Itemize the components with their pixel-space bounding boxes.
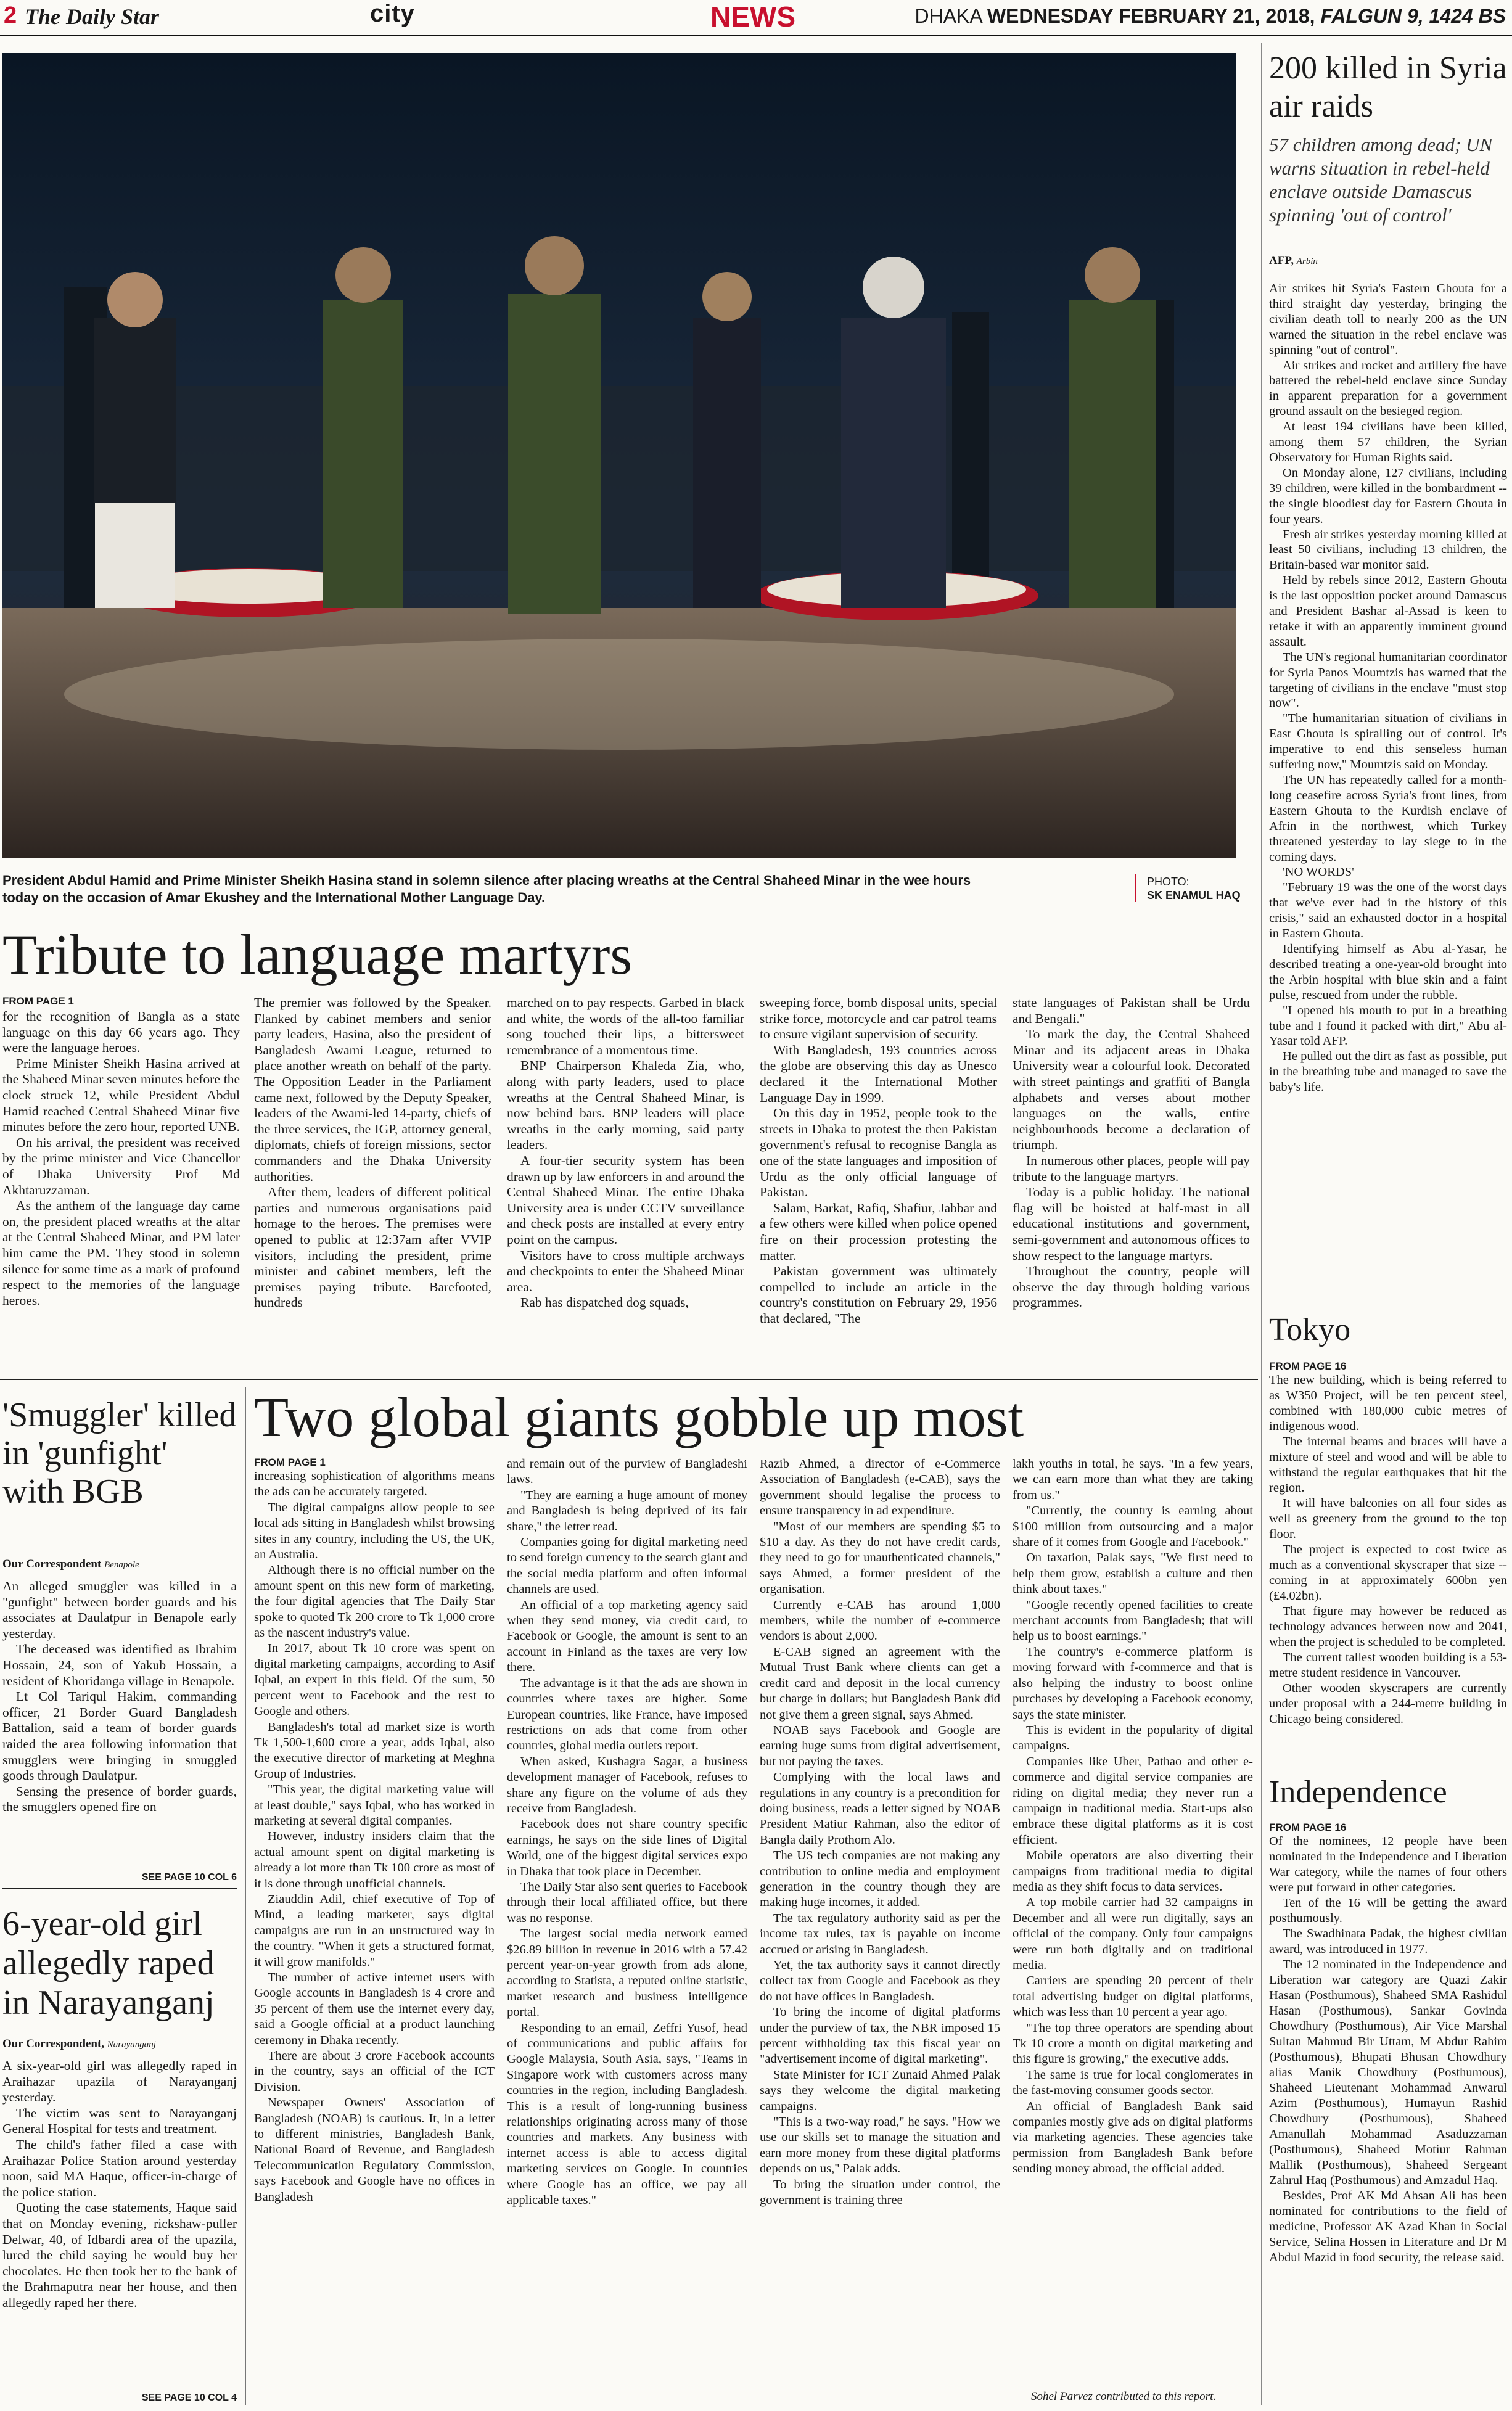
paragraph: "The humanitarian situation of civilians in East Ghouta is spiralling out of control. It's imperative to end this senseless human suffering now," Moumtzis said on Monday. (1269, 712, 1507, 772)
paragraph: The UN's regional humanitarian coordinator for Syria Panos Moumtzis has warned that the targeting of civilians in the enclave "must stop now". (1269, 650, 1507, 710)
smuggler-byline-place: Benapole (104, 1560, 139, 1570)
paragraph: An official of a top marketing agency said when they send money, via credit card, to Facebook or Google, the amount is sent to an account in Finland as the taxes are very low there. (507, 1598, 747, 1675)
girl-body (2, 2058, 237, 2311)
right-column-rule (1261, 43, 1262, 2405)
paragraph: Complying with the local laws and regulations in any country is a precondition for doing business, reads a letter signed by NOAB President Matiur Rahman, also the editor of Bangla daily Prothom Alo. (760, 1770, 1000, 1847)
paragraph: sweeping force, bomb disposal units, special strike force, motorcycle and car patrol teams to ensure vigilant supervision of security. (760, 995, 997, 1042)
paragraph: A four-tier security system has been drawn up by law enforcers in and around the Central Shaheed Minar. The entire Dhaka University area is under CCTV surveillance and check posts are installed at every entry point on the campus. (507, 1152, 744, 1247)
independence-from-page: FROM PAGE 16 (1269, 1822, 1347, 1833)
tribute-col-5 (1013, 995, 1250, 1311)
giants-col-4 (1013, 1456, 1253, 2177)
paragraph: increasing sophistication of algorithms means the ads can be accurately targeted. (254, 1469, 495, 1499)
paragraph: The country's e-commerce platform is moving forward with f-commerce and that is also helping the industry to boost online purchases by developing a Facebook economy, says the state minister. (1013, 1645, 1253, 1722)
photo-credit-label: PHOTO: (1147, 876, 1189, 888)
paragraph: To bring the income of digital platforms under the purview of tax, the NBR imposed 15 percent withholding tax this fiscal year on "advertisement income of digital marketing". (760, 2005, 1000, 2066)
paragraph: E-CAB signed an agreement with the Mutual Trust Bank where clients can get a credit card and deposit in the local currency but charge in dollars; but Bangladesh Bank did not give them a green signal, says Ahmed. (760, 1645, 1000, 1722)
paragraph: The deceased was identified as Ibrahim Hossain, 24, son of Yakub Hossain, a resident of Khoridanga village in Benapole. (2, 1641, 237, 1688)
girl-byline (2, 2037, 156, 2051)
paragraph: Ziauddin Adil, chief executive of Top of Mind, a leading marketer, says digital campaigns are run in an unstructured way in the country. "When it gets a structured format, it will grow manifolds." (254, 1892, 495, 1969)
paragraph: On taxation, Palak says, "We first need to help them grow, establish a culture and then think about taxes." (1013, 1551, 1253, 1596)
paragraph: There are about 3 crore Facebook accounts in the country, says an official of the ICT Division. (254, 2049, 495, 2094)
paragraph: BNP Chairperson Khaleda Zia, who, along with party leaders, used to place wreaths at the Central Shaheed Minar, is now behind bars. BNP leaders will place wreaths in the early morning, said party leaders. (507, 1058, 744, 1152)
paragraph: "Most of our members are spending $5 to $10 a day. As they do not have credit cards, they need to go for unauthenticated channels," says Ahmed, a former president of the organisation. (760, 1519, 1000, 1596)
paragraph: The US tech companies are not making any contribution to online media and employment generation in the country though they are making huge incomes, it added. (760, 1849, 1000, 1910)
paragraph: The current tallest wooden building is a 53-metre student residence in Vancouver. (1269, 1651, 1507, 1680)
paragraph: An alleged smuggler was killed in a "gunfight" between border guards and his associates at Daulatpur in Benapole early yesterday. (2, 1579, 237, 1641)
paragraph: The tax regulatory authority said as per the income tax rules, tax is payable on income accrued or arising in Bangladesh. (760, 1911, 1000, 1957)
paragraph: A six-year-old girl was allegedly raped in Araihazar upazila of Narayanganj yesterday. (2, 2058, 237, 2105)
paragraph: The number of active internet users with Google accounts in Bangladesh is 4 crore and 35 percent of them use the internet every day, said a Google official at a product launching ceremony in Dhaka recently. (254, 1971, 495, 2047)
independence-body (1269, 1834, 1507, 2265)
paragraph: Yet, the tax authority says it cannot directly collect tax from Google and Facebook as they do not have offices in Bangladesh. (760, 1958, 1000, 2003)
paragraph: "The top three operators are spending about Tk 10 crore a month on digital marketing and this figure is growing," the executive adds. (1013, 2021, 1253, 2066)
paragraph: Companies like Uber, Pathao and other e-commerce and digital service companies are riding on digital media; they never run a campaign in traditional media. Start-ups also embrace these digital platforms as it is cost efficient. (1013, 1754, 1253, 1847)
paragraph: "This year, the digital marketing value will at least double," says Iqbal, who has worked in marketing at several digital companies. (254, 1783, 495, 1828)
paragraph: Fresh air strikes yesterday morning killed at least 50 civilians, including 13 children, the Britain-based war monitor said. (1269, 527, 1507, 572)
tokyo-body (1269, 1373, 1507, 1727)
smuggler-byline-name: Our Correspondent (2, 1558, 102, 1571)
paragraph: Responding to an email, Zeffri Yusof, head of communications and public affairs for Google Malaysia, South Asia, says, "Teams in Singapore work with customers across many countries in the region, including Bangladesh. This is a result of long-running business relationships originating across many of those countries and markets. Any business with internet access is able to access digital marketing services on Google. In countries where Google has an office, we pay all applicable taxes." (507, 2021, 747, 2208)
paragraph: That figure may however be reduced as technology advances between now and 2041, when the project is scheduled to be completed. (1269, 1604, 1507, 1649)
paper-name: The Daily Star (25, 4, 160, 29)
giants-from-page: FROM PAGE 1 (254, 1456, 326, 1468)
paragraph: Air strikes and rocket and artillery fire have battered the rebel-held enclave since Sunday in apparent preparation for a government ground assault on the besieged region. (1269, 358, 1507, 419)
syria-headline: 200 killed in Syria air raids (1269, 51, 1507, 124)
paragraph: It will have balconies on all four sides as well as greenery from the ground to the top floor. (1269, 1497, 1507, 1541)
paragraph: NOAB says Facebook and Google are earning huge sums from digital advertisement, but not paying the taxes. (760, 1723, 1000, 1768)
paragraph: Although there is no official number on the amount spent on this new form of marketing, the four digital agencies that The Daily Star spoke to quoted Tk 200 crore to Tk 1,000 crore as the nascent industry's value. (254, 1563, 495, 1640)
syria-body (1269, 281, 1507, 1095)
paragraph: With Bangladesh, 193 countries across the globe are observing this day as Unesco declared it the International Mother Language Day in 1999. (760, 1042, 997, 1105)
paragraph: The child's father filed a case with Araihazar Police Station around yesterday noon, said MA Haque, officer-in-charge of the police station. (2, 2137, 237, 2199)
paragraph: "I opened his mouth to put in a breathing tube and I found it packed with dirt," Abu al-Yasar told AFP. (1269, 1003, 1507, 1048)
paragraph: Throughout the country, people will observe the day through holding various programmes. (1013, 1263, 1250, 1310)
girl-byline-place: Narayanganj (107, 2040, 156, 2050)
paragraph: marched on to pay respects. Garbed in black and white, the words of the all-too familiar song touched their lips, a bittersweet remembrance of a momentous time. (507, 995, 744, 1058)
paragraph: In 2017, about Tk 10 crore was spent on digital marketing campaigns, according to Asif Iqbal, an expert in this field. Of the sum, 50 percent went to Facebook and the rest to Google and others. (254, 1641, 495, 1719)
paragraph: An official of Bangladesh Bank said companies mostly give ads on digital platforms via marketing agencies. These agencies take permission from Bangladesh Bank before sending money abroad, the official added. (1013, 2099, 1253, 2176)
paragraph: Salam, Barkat, Rafiq, Shafiur, Jabbar and a few others were killed when police opened fire on their procession protesting the matter. (760, 1200, 997, 1263)
paragraph: Pakistan government was ultimately compelled to include an article in the country's constitution on February 29, 1956 that declared, "The (760, 1263, 997, 1326)
syria-agency-name: AFP, (1269, 254, 1294, 267)
dateline-bangla: FALGUN 9, 1424 BS (1320, 5, 1506, 27)
giants-col-2 (507, 1456, 747, 2209)
paragraph: state languages of Pakistan shall be Urdu and Bengali." (1013, 995, 1250, 1026)
paragraph: The internal beams and braces will have a mixture of steel and wood and will be able to withstand the regular earthquakes that hit the region. (1269, 1435, 1507, 1495)
paragraph: "Currently, the country is earning about $100 million from outsourcing and a major share of it comes from Google and Facebook." (1013, 1504, 1253, 1550)
paragraph: Carriers are spending 20 percent of their total advertising budget on digital platforms, which was less than 10 percent a year ago. (1013, 1974, 1253, 2019)
paragraph: lakh youths in total, he says. "In a few years, we can earn more than what they are taking from us." (1013, 1457, 1253, 1502)
photo-illustration (2, 53, 1236, 858)
paragraph: In numerous other places, people will pay tribute to the language martyrs. (1013, 1152, 1250, 1184)
paragraph: As the anthem of the language day came on, the president placed wreaths at the altar at the Central Shaheed Minar, and PM later him came the PM. They stood in solemn silence for some time as a mark of profound respect to the memories of the language heroes. (2, 1198, 240, 1308)
paragraph: The same is true for local conglomerates in the fast-moving consumer goods sector. (1013, 2068, 1253, 2098)
photo-caption: President Abdul Hamid and Prime Minister Sheikh Hasina stand in solemn silence after placing wreaths at the Central Shaheed Minar in the wee hours today on the occasion of Amar Ekushey and the International Mother Language Day. (2, 873, 971, 905)
paragraph: Facebook does not share country specific earnings, he says on the side lines of Digital World, one of the biggest digital services expo in Dhaka that took place in December. (507, 1817, 747, 1878)
smuggler-byline (2, 1558, 139, 1571)
girl-headline: 6-year-old girl allegedly raped in Narayanganj (2, 1905, 215, 2022)
brief-divider (2, 1888, 237, 1889)
paragraph: "They are earning a huge amount of money and Bangladesh is being deprived of its fair share," the letter read. (507, 1488, 747, 1534)
paragraph: The victim was sent to Narayanganj General Hospital for tests and treatment. (2, 2105, 237, 2137)
syria-subhead: 57 children among dead; UN warns situation in rebel-held enclave outside Damascus spinning 'out of control' (1269, 134, 1493, 226)
paragraph: Prime Minister Sheikh Hasina arrived at the Shaheed Minar seven minutes before the clock struck 12, while President Abdul Hamid reached Central Shaheed Minar five minutes before the zero hour, reported UNB. (2, 1056, 240, 1135)
dateline-city: DHAKA (914, 5, 982, 27)
credit-accent-bar (1135, 874, 1136, 902)
paragraph: Besides, Prof AK Md Ahsan Ali has been nominated for contributions to the field of medicine, Professor AK Azad Khan in Social Service, Selina Hossen in Literature and Dr M Abdul Mazid in food security, the release said. (1269, 2189, 1507, 2264)
paragraph: 'NO WORDS' (1283, 865, 1354, 879)
paragraph: The largest social media network earned $26.89 billion in revenue in 2016 with a 57.42 percent year-on-year growth from ads alone, according to Statista, a reputed online statistic, market research and business intelligence portal. (507, 1927, 747, 2019)
dateline-date: WEDNESDAY FEBRUARY 21, 2018, (987, 5, 1315, 27)
tribute-headline: Tribute to language martyrs (2, 923, 633, 986)
syria-agency (1269, 254, 1318, 268)
paragraph: "February 19 was the one of the worst days that we've ever had in the history of this crisis," said an exhausted doctor in a hospital in Eastern Ghouta. (1269, 881, 1507, 941)
page-number: 2 (4, 2, 17, 28)
paragraph: Today is a public holiday. The national flag will be hoisted at half-mast in all educational institutions and government, semi-government and autonomous offices to show respect to the language martyrs. (1013, 1185, 1250, 1263)
tribute-col-1 (2, 1009, 240, 1308)
paragraph: A top mobile carrier had 32 campaigns in December and all were run digitally, says an official of the company. Only four campaigns were run both digitally and on traditional media. (1013, 1896, 1253, 1972)
tribute-from-page: FROM PAGE 1 (2, 995, 74, 1007)
paragraph: Currently e-CAB has around 1,000 members, while the number of e-commerce vendors is about 2,000. (760, 1598, 1000, 1643)
tokyo-headline: Tokyo (1269, 1312, 1351, 1347)
smuggler-jump: SEE PAGE 10 COL 6 (141, 1872, 237, 1883)
syria-agency-place: Arbin (1296, 257, 1318, 266)
tribute-col-4 (760, 995, 997, 1326)
smuggler-headline: 'Smuggler' killed in 'gunfight' with BGB (2, 1396, 237, 1511)
paragraph: The advantage is it that the ads are shown in countries where taxes are higher. Some European countries, like France, have imposed restrictions on ads that come from other countries, global media outlets report. (507, 1676, 747, 1753)
paragraph: He pulled out the dirt as fast as possible, put in the breathing tube and managed to save the baby's life. (1269, 1049, 1507, 1095)
giants-headline: Two global giants gobble up most (254, 1386, 1024, 1448)
paragraph: Sensing the presence of border guards, the smugglers opened fire on (2, 1783, 237, 1815)
paragraph: The Daily Star also sent queries to Facebook through their local affiliated office, but there was no response. (507, 1879, 747, 1925)
tokyo-from-page: FROM PAGE 16 (1269, 1360, 1347, 1372)
independence-headline: Independence (1269, 1775, 1447, 1810)
giants-col-1 (254, 1469, 495, 2205)
paragraph: This is evident in the popularity of digital campaigns. (1013, 1723, 1253, 1753)
paragraph: The UN has repeatedly called for a month-long ceasefire across Syria's front lines, from Eastern Ghouta to the Kurdish enclave of Afrin in the northwest, which Turkey threatened yesterday to lay siege to in the coming days. (1269, 773, 1507, 864)
paragraph: The digital campaigns allow people to see local ads sitting in Bangladesh whilst browsing sites in any country, including the US, the UK, an Australia. (254, 1500, 495, 1562)
paragraph: Air strikes hit Syria's Eastern Ghouta for a third straight day yesterday, bringing the civilian death toll to nearly 200 as the UN warned the situation in the rebel enclave was spinning "out of control". (1269, 282, 1507, 357)
column-rule (245, 1387, 246, 2405)
paragraph: Quoting the case statements, Haque said that on Monday evening, rickshaw-puller Delwar, 40, of Idbardi area of the upazila, lured the child saying he would buy her chocolates. He then took her to the bank of the Brahmaputra near her house, and then allegedly raped her there. (2, 2200, 237, 2310)
paragraph: When asked, Kushagra Sagar, a business development manager of Facebook, refuses to share any figure on the volume of ads they receive from Bangladesh. (507, 1754, 747, 1815)
paragraph: After them, leaders of different political parties and numerous organisations paid homage to the heroes. The premises were opened to public at 12:37am after VVIP visitors, including the president, prime minister and cabinet members, left the premises paying tribute. Barefooted, hundreds (254, 1185, 491, 1310)
paragraph: At least 194 civilians have been killed, among them 57 children, the Syrian Observatory for Human Rights said. (1269, 420, 1507, 464)
paragraph: To mark the day, the Central Shaheed Minar and its adjacent areas in Dhaka University wear a colourful look. Decorated with street paintings and graffiti of Bangla alphabets and verses about mother languages on the walls, entire neighbourhoods become a declaration of triumph. (1013, 1027, 1250, 1152)
dateline (914, 5, 1506, 28)
section-divider (0, 1379, 1258, 1380)
paragraph: Of the nominees, 12 people have been nominated in the Independence and Liberation War category, while the names of four others were put forward in other categories. (1269, 1834, 1507, 1894)
news-photo (2, 53, 1236, 858)
news-label: NEWS (710, 1, 795, 33)
paragraph: However, industry insiders claim that the actual amount spent on digital marketing is already a lot more than Tk 100 crore as most of it is done through unofficial channels. (254, 1830, 495, 1891)
paragraph: On this day in 1952, people took to the streets in Dhaka to protest the then Pakistan government's refusal to recognise Bangla as one of the state languages and imposition of Urdu as the only official language of Pakistan. (760, 1106, 997, 1200)
paragraph: State Minister for ICT Zunaid Ahmed Palak says they welcome the digital marketing campaigns. (760, 2068, 1000, 2113)
girl-byline-name: Our Correspondent, (2, 2037, 105, 2050)
giants-contributor: Sohel Parvez contributed to this report. (1031, 2390, 1217, 2403)
paragraph: Lt Col Tariqul Hakim, commanding officer, 21 Border Guard Bangladesh Battalion, said a team of border guards raided the area following information that smugglers were bringing in smuggled goods through Daulatpur. (2, 1689, 237, 1783)
paragraph: and remain out of the purview of Bangladeshi laws. (507, 1457, 747, 1487)
giants-col-3 (760, 1456, 1000, 2209)
tribute-col-3 (507, 995, 744, 1311)
paragraph: To bring the situation under control, the government is training three (760, 2177, 1000, 2208)
paragraph: Companies going for digital marketing need to send foreign currency to the search giant and the social media platform and often informal channels are used. (507, 1535, 747, 1596)
paragraph: The premier was followed by the Speaker. Flanked by cabinet members and senior party leaders, Hasina, also the president of Bangladesh Awami League, returned to place another wreath on behalf of the party. The Opposition Leader in the Parliament came next, followed by the Deputy Speaker, leaders of the Awami-led 14-party, chiefs of the three services, the IGP, attorney general, diplomats, chiefs of foreign missions, sector commanders and the Dhaka University authorities. (254, 995, 491, 1184)
paragraph: Rab has dispatched dog squads, (520, 1295, 689, 1310)
paragraph: On his arrival, the president was received by the prime minister and Vice Chancellor of Dhaka University Prof Md Akhtaruzzaman. (2, 1135, 240, 1197)
paragraph: Newspaper Owners' Association of Bangladesh (NOAB) is cautious. It, in a letter to different ministries, Bangladesh Bank, National Board of Revenue, and Bangladesh Telecommunication Regulatory Commission, says Facebook and Google have no offices in Bangladesh (254, 2096, 495, 2204)
paragraph: Ten of the 16 will be getting the award posthumously. (1269, 1896, 1507, 1925)
paragraph: On Monday alone, 127 civilians, including 39 children, were killed in the bombardment -- the single bloodiest day for Eastern Ghouta in four years. (1269, 466, 1507, 526)
section-label: city (370, 0, 415, 27)
girl-jump: SEE PAGE 10 COL 4 (141, 2393, 237, 2403)
photo-credit-name: SK ENAMUL HAQ (1147, 889, 1241, 902)
paragraph: The Swadhinata Padak, the highest civilian award, was introduced in 1977. (1269, 1927, 1507, 1956)
paragraph: Mobile operators are also diverting their campaigns from traditional media to digital media as they shift focus to data services. (1013, 1849, 1253, 1894)
paragraph: The 12 nominated in the Independence and Liberation war category are Quazi Zakir Hasan (Posthumous), Shaheed SMA Rashidul Hasan (Posthumous), Sankar Govinda Chowdhury (Posthumous), Air Vice Marshal Sultan Mahmud Bir Uttam, M Abdur Rahim (Posthumous), Bhupati Bhusan Chowdhury alias Manik Chowdhury (Posthumous), Shaheed Lieutenant Mohammad Anwarul Azim (Posthumous), Humayun Rashid Chowdhury (Posthumous), Shaheed Amanullah Mohammad Asaduzzaman (Posthumous), Shaheed Motiur Rahman Mallik (Posthumous), Shaheed Sergeant Zahrul Haq (Posthumous) and Amzadul Haq. (1269, 1958, 1507, 2187)
paragraph: "Google recently opened facilities to create merchant accounts from Bangladesh; that will help us to boost earnings." (1013, 1598, 1253, 1643)
paragraph: Bangladesh's total ad market size is worth Tk 1,500-1,600 crore a year, adds Iqbal, also the executive director of marketing at Meghna Group of Industries. (254, 1720, 495, 1781)
tribute-col-2 (254, 995, 491, 1311)
paragraph: Identifying himself as Abu al-Yasar, he described treating a one-year-old brought into the Arbin hospital with blue skin and a faint pulse, rescued from under the rubble. (1269, 942, 1507, 1002)
paragraph: Held by rebels since 2012, Eastern Ghouta is the last opposition pocket around Damascus and President Bashar al-Assad is keen to retake it with an apparently imminent ground assault. (1269, 573, 1507, 649)
paragraph: Razib Ahmed, a director of e-Commerce Association of Bangladesh (e-CAB), says the government should legalise the process to ensure transparency in ad expenditure. (760, 1457, 1000, 1518)
paragraph: "This is a two-way road," he says. "How we use our skills set to manage the situation and earn more money from these digital platforms depends on us," Palak adds. (760, 2115, 1000, 2176)
paragraph: The project is expected to cost twice as much as a conventional skyscraper that size -- coming in at approximately 600bn yen (£4.02bn). (1269, 1543, 1507, 1603)
paragraph: Other wooden skyscrapers are currently under proposal with a 244-metre building in Chicago being considered. (1269, 1682, 1507, 1726)
paragraph: Visitors have to cross multiple archways and checkpoints to enter the Shaheed Minar area. (507, 1247, 744, 1294)
smuggler-body (2, 1579, 237, 1815)
paragraph: The new building, which is being referred to as W350 Project, will be ten percent steel, combined with 180,000 cubic metres of indigenous wood. (1269, 1373, 1507, 1433)
paragraph: for the recognition of Bangla as a state language on this day 66 years ago. They were the language heroes. (2, 1009, 240, 1056)
